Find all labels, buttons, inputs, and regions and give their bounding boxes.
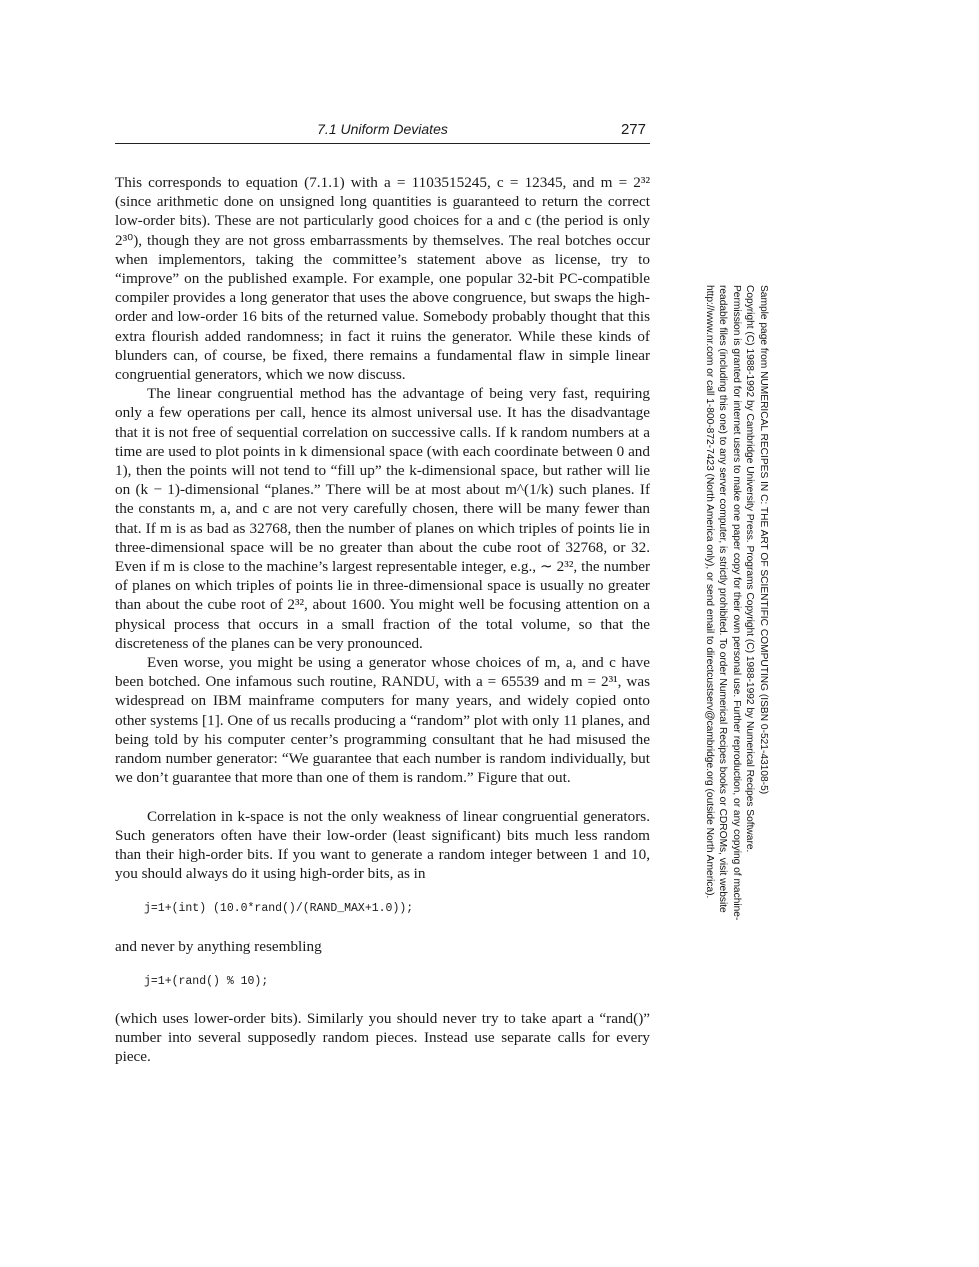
paragraph-6: (which uses lower-order bits). Similarly you should never try to take apart a “rand()” number into several supposedly random pieces. Instead use separate calls for every piece. — [115, 1009, 650, 1066]
paragraph-4: Correlation in k-space is not the only weakness of linear congruential generators. Such generators often have their low-order (least significant) bits much less random than their high-order bits. If you want to generate a random integer between 1 and 10, you should always do it using high-order bits, as in — [115, 807, 650, 883]
paragraph-5: and never by anything resembling — [115, 937, 322, 955]
copyright-sidebar — [703, 285, 771, 921]
paragraph-1: This corresponds to equation (7.1.1) with a = 1103515245, c = 12345, and m = 2³² (since arithmetic done on unsigned long quantities is guaranteed to return the correct low-order bits). These are not particularly good choices for a and c (the period is only 2³⁰), though they are not gross embarrassments by themselves. The real botches occur when implementors, taking the committee’s statement above as license, try to “improve” on the published example. For example, one popular 32-bit PC-compatible compiler provides a long generator that uses the above congruence, but swaps the high-order and low-order 16 bits of the returned value. Somebody probably thought that this extra flourish added randomness; in fact it ruins the generator. While these kinds of blunders can, of course, be fixed, there remains a fundamental flaw in simple linear congruential generators, which we now discuss. — [115, 174, 650, 384]
section-title: 7.1 Uniform Deviates — [317, 121, 448, 137]
paragraph-2: The linear congruential method has the advantage of being very fast, requiring only a few operations per call, hence its almost universal use. It has the disadvantage that it is not free of sequential correlation on successive calls. If k random numbers at a time are used to plot points in k dimensional space (with each coordinate between 0 and 1), then the points will not tend to “fill up” the k-dimensional space, but rather will lie on (k − 1)-dimensional “planes.” There will be at most about m^(1/k) such planes. If the constants m, a, and c are not very carefully chosen, there will be many fewer than that. If m is as bad as 32768, then the number of planes on which triples of points lie in three-dimensional space will be no greater than about the cube root of 32768, or 32. Even if m is close to the machine’s largest representable integer, e.g., ∼ 2³², the number of planes on which triples of points lie in three-dimensional space is usually no greater than about the cube root of 2³², about 1600. You might well be focusing attention on a physical process that occurs in a small fraction of the total volume, so that the discreteness of the planes can be very pronounced. — [115, 385, 650, 652]
paragraph-spacer — [115, 788, 650, 807]
sidebar-line-2: Copyright (C) 1988-1992 by Cambridge University Press. Programs Copyright (C) 1988-1992 by Numerical Recipes Software. — [744, 285, 756, 853]
sidebar-line-1: Sample page from NUMERICAL RECIPES IN C: THE ART OF SCIENTIFIC COMPUTING (ISBN 0-521-43108-5) — [758, 285, 769, 795]
main-text — [115, 173, 650, 1067]
paragraph-3: Even worse, you might be using a generator whose choices of m, a, and c have been botched. One infamous such routine, RANDU, with a = 65539 and m = 2³¹, was widespread on IBM mainframe computers for many years, and widely copied onto other systems [1]. One of us recalls producing a “random” plot with only 11 planes, and being told by his computer center’s programming consultant that he had misused the random number generator: “We guarantee that each number is random individually, but we don’t guarantee that more than one of them is random.” Figure that out. — [115, 654, 650, 787]
code-sample-low-order: j=1+(rand() % 10); — [144, 974, 269, 988]
code-sample-high-order: j=1+(int) (10.0*rand()/(RAND_MAX+1.0)); — [144, 902, 414, 916]
sidebar-line-5: http://www.nr.com or call 1-800-872-7423 (North America only), or send email to directcustserv@cambridge.org (outside North America). — [704, 285, 715, 899]
page-number: 277 — [620, 121, 646, 138]
sidebar-line-4: readable files (including this one) to any server computer, is strictly prohibited. To order Numerical Recipes books or CDROMs, visit website — [717, 285, 729, 913]
sidebar-line-3: Permission is granted for internet users to make one paper copy for their own personal use. Further reproduction, or any copying of machine- — [731, 285, 742, 921]
running-header — [115, 121, 650, 144]
